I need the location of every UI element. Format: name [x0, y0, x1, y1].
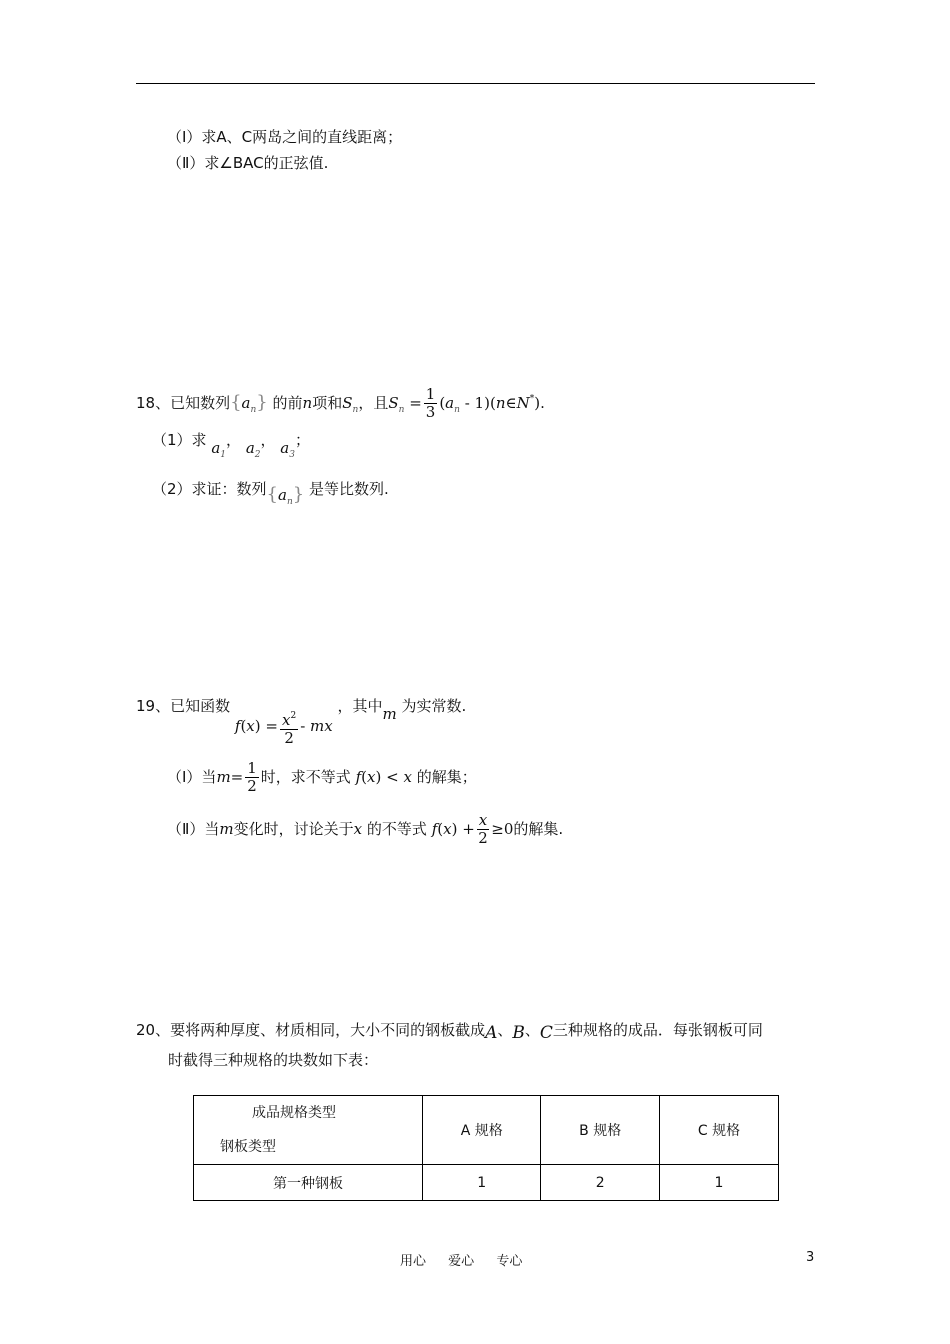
q18-t1: 的前 [272, 394, 303, 412]
q19-p2-f: f [431, 820, 438, 838]
page-number: 3 [806, 1250, 815, 1265]
q19-p2-ge: ≥0 [491, 820, 514, 838]
q18-t3: ，且 [358, 394, 389, 412]
q19-p1-m: m [216, 768, 231, 786]
column-header-a: A 规格 [423, 1096, 541, 1165]
q19-x2: x [324, 717, 333, 735]
q18-in: ∈ [505, 394, 517, 412]
q19-p2-frac-den: 2 [478, 829, 488, 847]
q18-a-sub: n [250, 405, 257, 415]
q18-N: N [516, 394, 530, 412]
q19-p1-frac [245, 760, 259, 795]
q20-C: C [539, 1023, 553, 1043]
q19-p1-x2: x [403, 768, 412, 786]
q18-p1-label: （1）求 [152, 431, 207, 449]
q18-fraction [424, 386, 438, 421]
q19-p2-frac [477, 812, 489, 847]
q18-a2: a [445, 394, 455, 412]
q18-minus1: - 1 [464, 394, 485, 412]
q19-p1-eq: = [230, 768, 244, 786]
q19-p1-t: 时，求不等式 [260, 768, 351, 786]
q19-p1-frac-num: 1 [247, 759, 257, 777]
q18-a1-sub: 1 [220, 450, 227, 460]
cell-b: 2 [541, 1165, 660, 1201]
q19-m: m [310, 717, 325, 735]
row-label: 第一种钢板 [194, 1165, 423, 1201]
header-rule [136, 83, 815, 84]
q19-p2-frac-x: x [478, 811, 488, 829]
q18-statement: 18、已知数列$\{a_n\}$ 的前n项和$S_n$，且$S_n$ = $\frac{1}{3}$ ($a_n$ - 1)(n∈N*). [136, 385, 545, 421]
q17-part2: （Ⅱ）求∠BAC的正弦值. [167, 154, 329, 172]
q18-n2: n [495, 394, 506, 412]
column-header-b: B 规格 [541, 1096, 660, 1165]
q19-p2-plus: + [462, 820, 475, 838]
q18-a2-subb: 2 [254, 450, 261, 460]
q19-p2-m: m [219, 820, 234, 838]
q19-frac-sup: 2 [290, 711, 297, 721]
q19-p1-frac-den: 2 [247, 777, 257, 795]
q19-statement [136, 688, 467, 747]
q18-star: * [529, 394, 535, 404]
table-row [194, 1165, 779, 1201]
q19-function: f(x) = $\frac{x^2}{2}$ - mx [235, 717, 338, 735]
q18-eq: = [409, 394, 422, 412]
q19-part1: （Ⅰ）当m= $\frac{1}{2}$ 时，求不等式 f(x) < x 的解集； [167, 759, 477, 795]
q18-end: . [540, 394, 545, 412]
header-top-label: 成品规格类型 [252, 1105, 336, 1121]
q19-p1-x: x [367, 768, 376, 786]
q18-comma2: ， [260, 431, 276, 449]
q18-S: S [342, 394, 353, 412]
q20-A: A [485, 1023, 498, 1043]
q18-frac-num: 1 [425, 385, 436, 403]
q20-dun2: 、 [524, 1021, 540, 1039]
q18-t2: 项和 [312, 394, 343, 412]
q19-p2-t2: 的不等式 [366, 820, 427, 838]
q19-frac-x: x [281, 711, 291, 729]
q19-frac-den: 2 [284, 729, 294, 747]
q19-p2-end: 的解集. [513, 820, 564, 838]
q19-part2: （Ⅱ）当m变化时，讨论关于x 的不等式 f(x) + $\frac{x}{2}$ ≥0的解集. [167, 811, 564, 847]
q19-p2-x2: x [443, 820, 452, 838]
q18-a2-sub: n [454, 405, 460, 415]
table-header-row [194, 1096, 779, 1165]
q19-f: f [234, 717, 241, 735]
q19-fraction [280, 708, 298, 747]
q18-S-sub: n [352, 405, 359, 415]
q18-a2b: a [245, 439, 255, 457]
q17-part1: （Ⅰ）求A、C两岛之间的直线距离； [167, 128, 403, 146]
q18-a1: a [211, 439, 221, 457]
q19-m2: m [382, 705, 397, 723]
q18-part1 [152, 430, 310, 460]
header-bottom-label: 钢板类型 [220, 1139, 276, 1155]
q19-p1-f: f [355, 768, 362, 786]
q19-p2-t1: 变化时，讨论关于 [233, 820, 354, 838]
q19-x: x [246, 717, 255, 735]
q18-a3-sub: 3 [289, 450, 295, 460]
footer-item-2: 爱心 [448, 1254, 475, 1269]
q19-prefix: 19、已知函数 [136, 697, 231, 715]
q18-semi: ； [294, 431, 310, 449]
q19-p1-lt: < [386, 768, 399, 786]
q18-a: a [241, 394, 251, 412]
cell-a: 1 [423, 1165, 541, 1201]
q20-line1 [136, 1020, 763, 1043]
q20-line2: 时截得三种规格的块数如下表： [168, 1051, 379, 1069]
page-footer [400, 1250, 540, 1269]
q18-n: n [302, 394, 313, 412]
q19-p2-x: x [353, 820, 363, 838]
q19-end: 为实常数. [401, 697, 467, 715]
q18-S2: S [388, 394, 399, 412]
column-header-c: C 规格 [659, 1096, 778, 1165]
q18-p2-label: （2）求证：数列 [152, 480, 267, 498]
table-corner-cell [194, 1096, 423, 1165]
q20-B: B [512, 1023, 525, 1043]
q18-a-p2: a [278, 486, 287, 504]
q18-a-p2-sub: n [286, 497, 293, 507]
q18-part2: （2）求证：数列$\{a_n\}$ 是等比数列. [152, 480, 389, 507]
q18-frac-den: 3 [425, 403, 436, 421]
footer-item-3: 专心 [496, 1254, 523, 1269]
q18-p2-end: 是等比数列. [308, 480, 389, 498]
q18-a3: a [280, 439, 290, 457]
q19-p2-label: （Ⅱ）当 [167, 820, 220, 838]
q20-prefix: 20、要将两种厚度、材质相同，大小不同的钢板截成 [136, 1021, 486, 1039]
q18-S2-sub: n [398, 405, 405, 415]
q18-comma1: ， [226, 431, 242, 449]
q18-prefix: 18、已知数列 [136, 394, 231, 412]
q19-p1-end: 的解集； [416, 768, 477, 786]
q20-rest: 三种规格的成品．每张钢板可同 [552, 1021, 763, 1039]
footer-item-1: 用心 [400, 1254, 427, 1269]
q19-p1-label: （Ⅰ）当 [167, 768, 217, 786]
cell-c: 1 [659, 1165, 778, 1201]
q20-dun1: 、 [497, 1021, 513, 1039]
q19-mid: ，其中 [337, 697, 383, 715]
spec-table [193, 1095, 779, 1201]
